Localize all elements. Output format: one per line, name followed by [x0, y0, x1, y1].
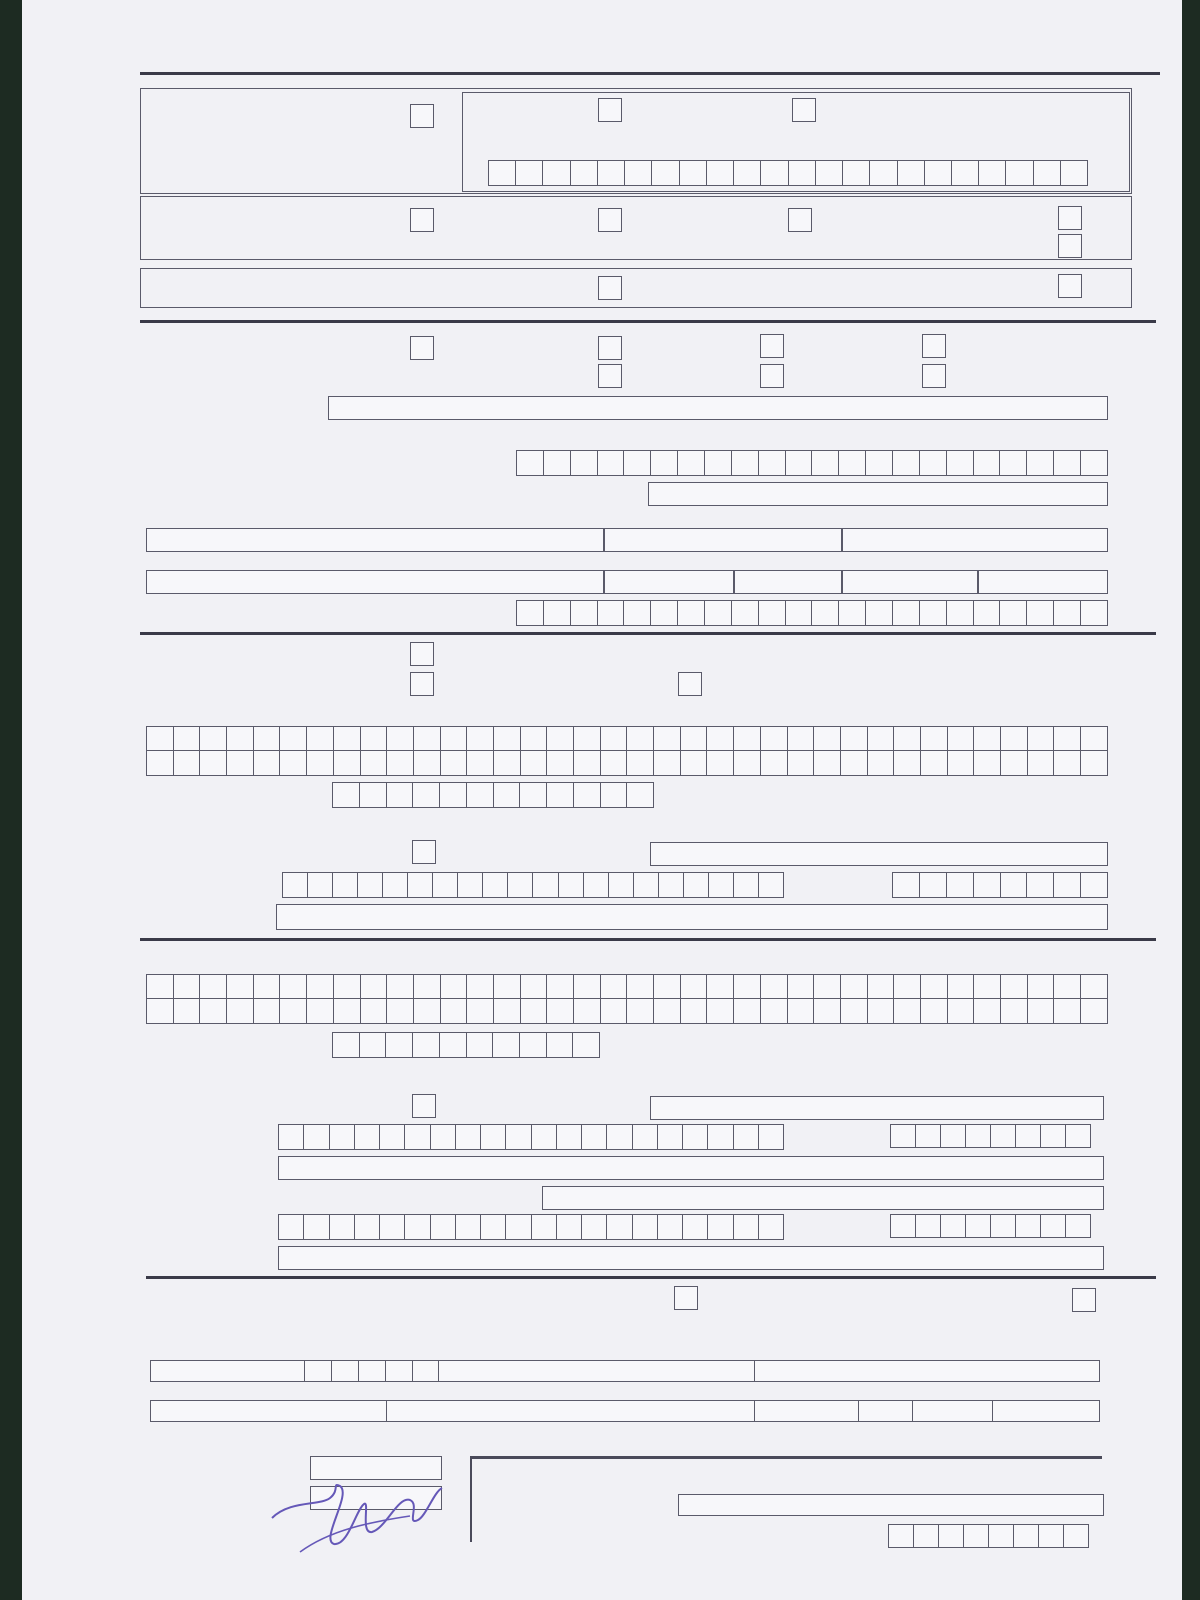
- object-reg-number-cells[interactable]: [516, 450, 1108, 476]
- apt-address-field[interactable]: [912, 1400, 994, 1422]
- applicant-signature: [260, 1470, 450, 1560]
- divider: [140, 938, 1156, 941]
- applicant-name-row-1[interactable]: [146, 974, 1108, 1000]
- service-top-border: [470, 1456, 1102, 1459]
- record-number-cells[interactable]: [488, 160, 1088, 186]
- applicant-name-row-2[interactable]: [146, 998, 1108, 1024]
- applicant-issue-date2-cells[interactable]: [890, 1214, 1091, 1238]
- divider: [140, 72, 1160, 75]
- divider: [140, 320, 1156, 323]
- divider: [140, 632, 1156, 635]
- type-unfinished-checkbox[interactable]: [598, 364, 622, 388]
- address-district-field[interactable]: [754, 1360, 1100, 1382]
- subject-issue-date-cells[interactable]: [892, 872, 1108, 898]
- joint-frame: [140, 268, 1132, 308]
- address-region-field[interactable]: [438, 1360, 756, 1382]
- option-state-checkbox[interactable]: [788, 208, 812, 232]
- type-premises-checkbox[interactable]: [922, 334, 946, 358]
- subject-tax-cells[interactable]: [332, 782, 654, 808]
- service-reg-number-field[interactable]: [678, 1494, 1104, 1516]
- ownership-frame: [140, 196, 1132, 260]
- type-other-field[interactable]: [328, 396, 1108, 420]
- applicant-series2-cells[interactable]: [278, 1214, 784, 1240]
- district-field[interactable]: [146, 528, 604, 552]
- subject-name-row-1[interactable]: [146, 726, 1108, 752]
- applicant-issue-date-cells[interactable]: [890, 1124, 1091, 1148]
- type-structure-checkbox[interactable]: [922, 364, 946, 388]
- subject-name-row-2[interactable]: [146, 750, 1108, 776]
- block-field[interactable]: [842, 570, 978, 594]
- street-address-field[interactable]: [386, 1400, 756, 1422]
- index-cells[interactable]: [304, 1360, 440, 1382]
- subject-applicant-checkbox[interactable]: [410, 642, 434, 666]
- country-field[interactable]: [150, 1360, 306, 1382]
- legal-checkbox[interactable]: [678, 672, 702, 696]
- building-address-field[interactable]: [754, 1400, 860, 1422]
- option-private-checkbox[interactable]: [410, 208, 434, 232]
- subject-other-doc-field[interactable]: [650, 842, 1108, 866]
- complex-field[interactable]: [842, 528, 1108, 552]
- room-field[interactable]: [978, 570, 1108, 594]
- type-building-checkbox[interactable]: [760, 364, 784, 388]
- subject-passport-checkbox[interactable]: [412, 840, 436, 864]
- applicant-tax-cells[interactable]: [332, 1032, 600, 1058]
- authority-field[interactable]: [542, 1186, 1104, 1210]
- applicant-other-doc-field[interactable]: [650, 1096, 1104, 1120]
- applicant-issuer2-field[interactable]: [278, 1246, 1104, 1270]
- type-house-checkbox[interactable]: [598, 336, 622, 360]
- option-shared-checkbox[interactable]: [1058, 274, 1082, 298]
- type-apartment-checkbox[interactable]: [760, 334, 784, 358]
- corp-field[interactable]: [734, 570, 842, 594]
- application-form: [22, 0, 1182, 1600]
- delivery-registered-checkbox[interactable]: [1072, 1288, 1096, 1312]
- applicant-series-cells[interactable]: [278, 1124, 784, 1150]
- type-land-checkbox[interactable]: [410, 336, 434, 360]
- cadastral-cells[interactable]: [516, 600, 1108, 626]
- region-field[interactable]: [648, 482, 1108, 506]
- option-joint-checkbox[interactable]: [598, 276, 622, 300]
- settlement-field[interactable]: [604, 528, 842, 552]
- applicant-issuer-field[interactable]: [278, 1156, 1104, 1180]
- divider: [146, 1276, 1156, 1279]
- option-international-checkbox[interactable]: [1058, 234, 1082, 258]
- option-arise-checkbox[interactable]: [410, 104, 434, 128]
- extra-address-field[interactable]: [992, 1400, 1100, 1422]
- subject-series-cells[interactable]: [282, 872, 784, 898]
- house-field[interactable]: [604, 570, 734, 594]
- option-communal-checkbox[interactable]: [598, 208, 622, 232]
- service-date-cells[interactable]: [888, 1524, 1089, 1548]
- corp-address-field[interactable]: [858, 1400, 914, 1422]
- street-field[interactable]: [146, 570, 604, 594]
- option-terminate-checkbox[interactable]: [598, 98, 622, 122]
- option-foreign-checkbox[interactable]: [1058, 206, 1082, 230]
- service-border: [470, 1458, 472, 1542]
- delivery-personal-checkbox[interactable]: [674, 1286, 698, 1310]
- settlement-address-field[interactable]: [150, 1400, 388, 1422]
- subject-issuer-field[interactable]: [276, 904, 1108, 930]
- person-checkbox[interactable]: [410, 672, 434, 696]
- option-transfer-checkbox[interactable]: [792, 98, 816, 122]
- applicant-passport-checkbox[interactable]: [412, 1094, 436, 1118]
